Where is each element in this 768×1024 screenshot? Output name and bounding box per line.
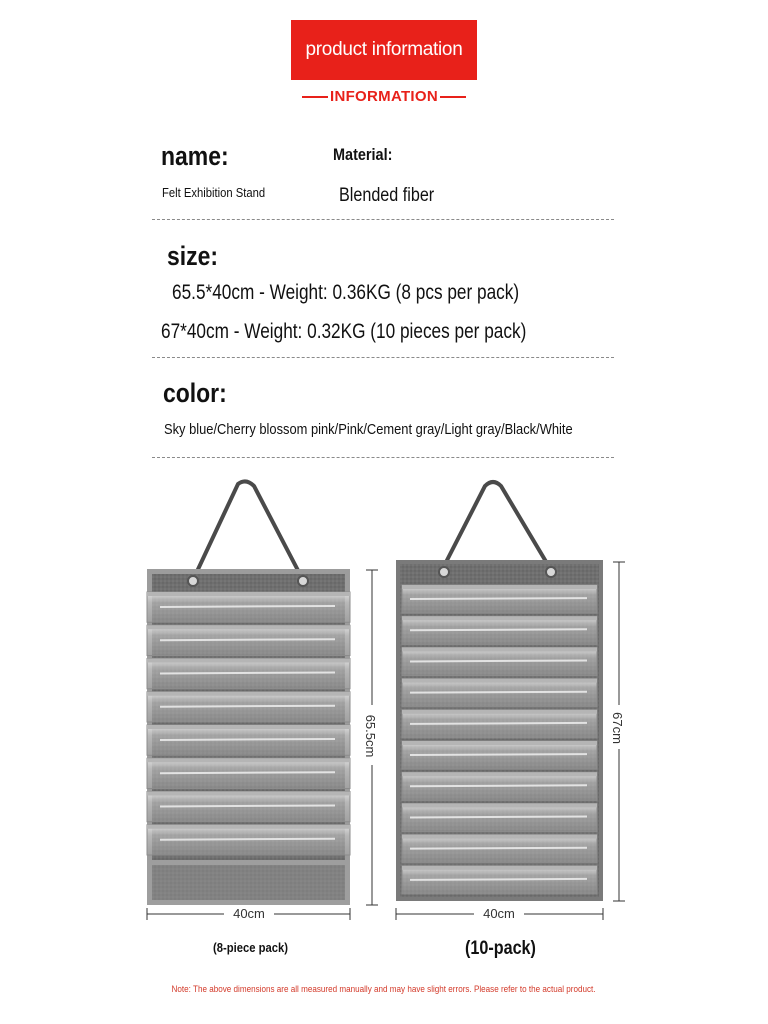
clear-pocket <box>402 616 597 644</box>
height-label-10: 67cm <box>610 712 625 744</box>
clear-pocket <box>402 585 597 613</box>
disclaimer-text: Note: The above dimensions are all measured manually and may have slight errors. Please refer to the actual product. <box>172 984 596 994</box>
clear-pocket <box>402 772 597 800</box>
subheading-text: INFORMATION <box>329 88 438 105</box>
grommet-icon <box>546 567 556 577</box>
name-value: Felt Exhibition Stand <box>162 186 266 200</box>
clear-pocket <box>147 825 350 855</box>
color-value: Sky blue/Cherry blossom pink/Pink/Cement gray/Light gray/Black/White <box>164 421 573 438</box>
clear-pocket <box>402 647 597 675</box>
disclaimer-note <box>0 984 768 994</box>
width-label-8: 40cm <box>233 906 265 921</box>
divider-2 <box>152 357 614 358</box>
divider-1 <box>152 219 614 220</box>
clear-pocket <box>147 592 350 622</box>
clear-pocket <box>147 758 350 788</box>
color-label: color: <box>163 378 227 408</box>
divider-3 <box>152 457 614 458</box>
clear-pocket <box>402 741 597 769</box>
clear-pocket <box>402 803 597 831</box>
clear-pocket <box>147 659 350 689</box>
size-line-1: 65.5*40cm - Weight: 0.36KG (8 pcs per pack) <box>172 281 520 304</box>
clear-pocket <box>147 625 350 655</box>
clear-pocket <box>402 710 597 738</box>
organizer-10-pack <box>396 482 603 901</box>
height-label-8: 65.5cm <box>363 714 378 758</box>
caption-10-pack: (10-pack) <box>465 938 536 959</box>
clear-pocket <box>147 725 350 755</box>
material-value: Blended fiber <box>339 185 435 206</box>
grommet-icon <box>298 576 308 586</box>
clear-pocket <box>147 692 350 722</box>
grommet-icon <box>188 576 198 586</box>
hanging-strap <box>193 481 303 580</box>
size-label: size: <box>167 241 219 271</box>
grommet-icon <box>439 567 449 577</box>
size-line-2: 67*40cm - Weight: 0.32KG (10 pieces per pack) <box>161 320 527 343</box>
name-label: name: <box>161 141 229 171</box>
clear-pocket <box>147 792 350 822</box>
caption-8-piece: (8-piece pack) <box>213 941 289 955</box>
product-information-banner: product information <box>291 20 477 80</box>
hanging-strap <box>442 482 551 570</box>
clear-pocket <box>402 679 597 707</box>
clear-pocket <box>402 866 597 894</box>
clear-pocket <box>402 835 597 863</box>
width-label-10: 40cm <box>483 906 515 921</box>
organizer-8-piece <box>147 481 350 905</box>
product-illustration <box>0 470 768 950</box>
information-subheading <box>300 88 468 105</box>
material-label: Material: <box>333 145 393 164</box>
